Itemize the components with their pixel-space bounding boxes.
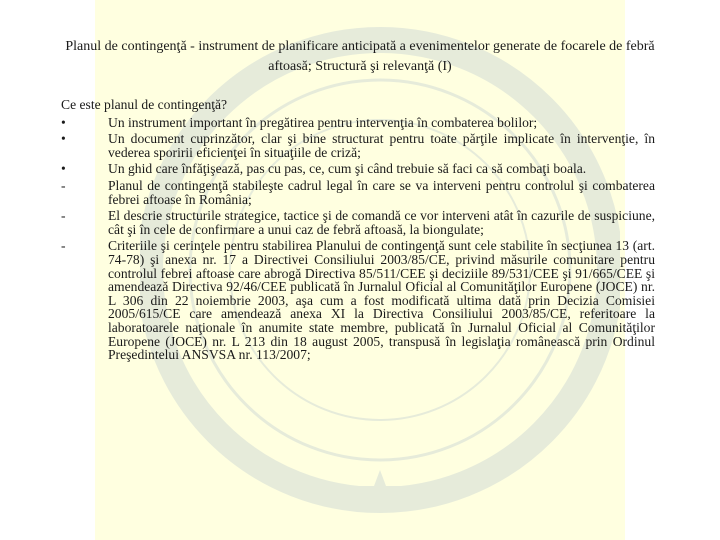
slide-title: Planul de contingenţă - instrument de planificare anticipată a evenimentelor generate de focarele de febră aftoasă; Structură şi relevanţă (I) bbox=[65, 39, 655, 74]
list-item bbox=[61, 132, 655, 159]
list-item-text: Planul de contingenţă stabileşte cadrul legal în care se va interveni pentru controlul şi combaterea febrei aftoase în România; bbox=[108, 177, 655, 207]
list-marker: • bbox=[61, 131, 66, 147]
list-marker: • bbox=[61, 114, 66, 130]
content-body bbox=[61, 98, 655, 365]
bullet-list bbox=[61, 116, 655, 362]
list-item-text: Criteriile şi cerinţele pentru stabilirea Planului de contingenţă sunt cele stabilite în secţiunea 13 (art. 74-78) şi anexa nr. 17 a Directivei Consiliului 2003/85/CE, privind măsurile comunitare pentru controlul febrei aftoase care abrogă Directiva 85/511/CEE şi deciziile 89/531/CEE şi 91/665/CEE şi amendează Directiva 92/46/CEE publicată în Jurnalul Oficial al Comunităţilor Europene (JOCE) nr. L 306 din 22 noiembrie 2003, aşa cum a fost modificată ultima dată prin Decizia Comisiei 2005/615/CE care amendează anexa XI la Directiva Consiliului 2003/85/CE, referitoare la laboratoarele naţionale în anumite state membre, publicată în Jurnalul Oficial al Comunităţilor Europene (JOCE) nr. L 213 din 18 august 2005, transpusă în legislaţia românească prin Ordinul Preşedintelui ANSVSA nr. 113/2007; bbox=[108, 238, 655, 363]
list-item bbox=[61, 239, 655, 361]
list-item bbox=[61, 179, 655, 206]
list-item-text: Un instrument important în pregătirea pentru intervenţia în combaterea bolilor; bbox=[108, 114, 538, 130]
question-heading: Ce este planul de contingenţă? bbox=[61, 97, 228, 112]
list-item bbox=[61, 209, 655, 236]
list-item-text: Un document cuprinzător, clar şi bine structurat pentru toate părţile implicate în intervenţie, în vederea sporirii eficienţei în situaţiile de criză; bbox=[108, 131, 655, 160]
list-item bbox=[61, 116, 655, 130]
list-marker: - bbox=[61, 238, 66, 254]
list-marker: - bbox=[61, 208, 66, 224]
list-marker: - bbox=[61, 177, 66, 193]
list-item-text: Un ghid care înfăţişează, pas cu pas, ce, cum şi când trebuie să faci ca să combaţi boala. bbox=[108, 161, 587, 177]
list-item bbox=[61, 162, 655, 176]
list-marker: • bbox=[61, 161, 66, 177]
list-item-text: El descrie structurile strategice, tactice şi de comandă ce vor interveni atât în cazurile de suspiciune, cât şi în cele de confirmare a unui caz de febră aftoasă, la biongulate; bbox=[108, 208, 655, 237]
